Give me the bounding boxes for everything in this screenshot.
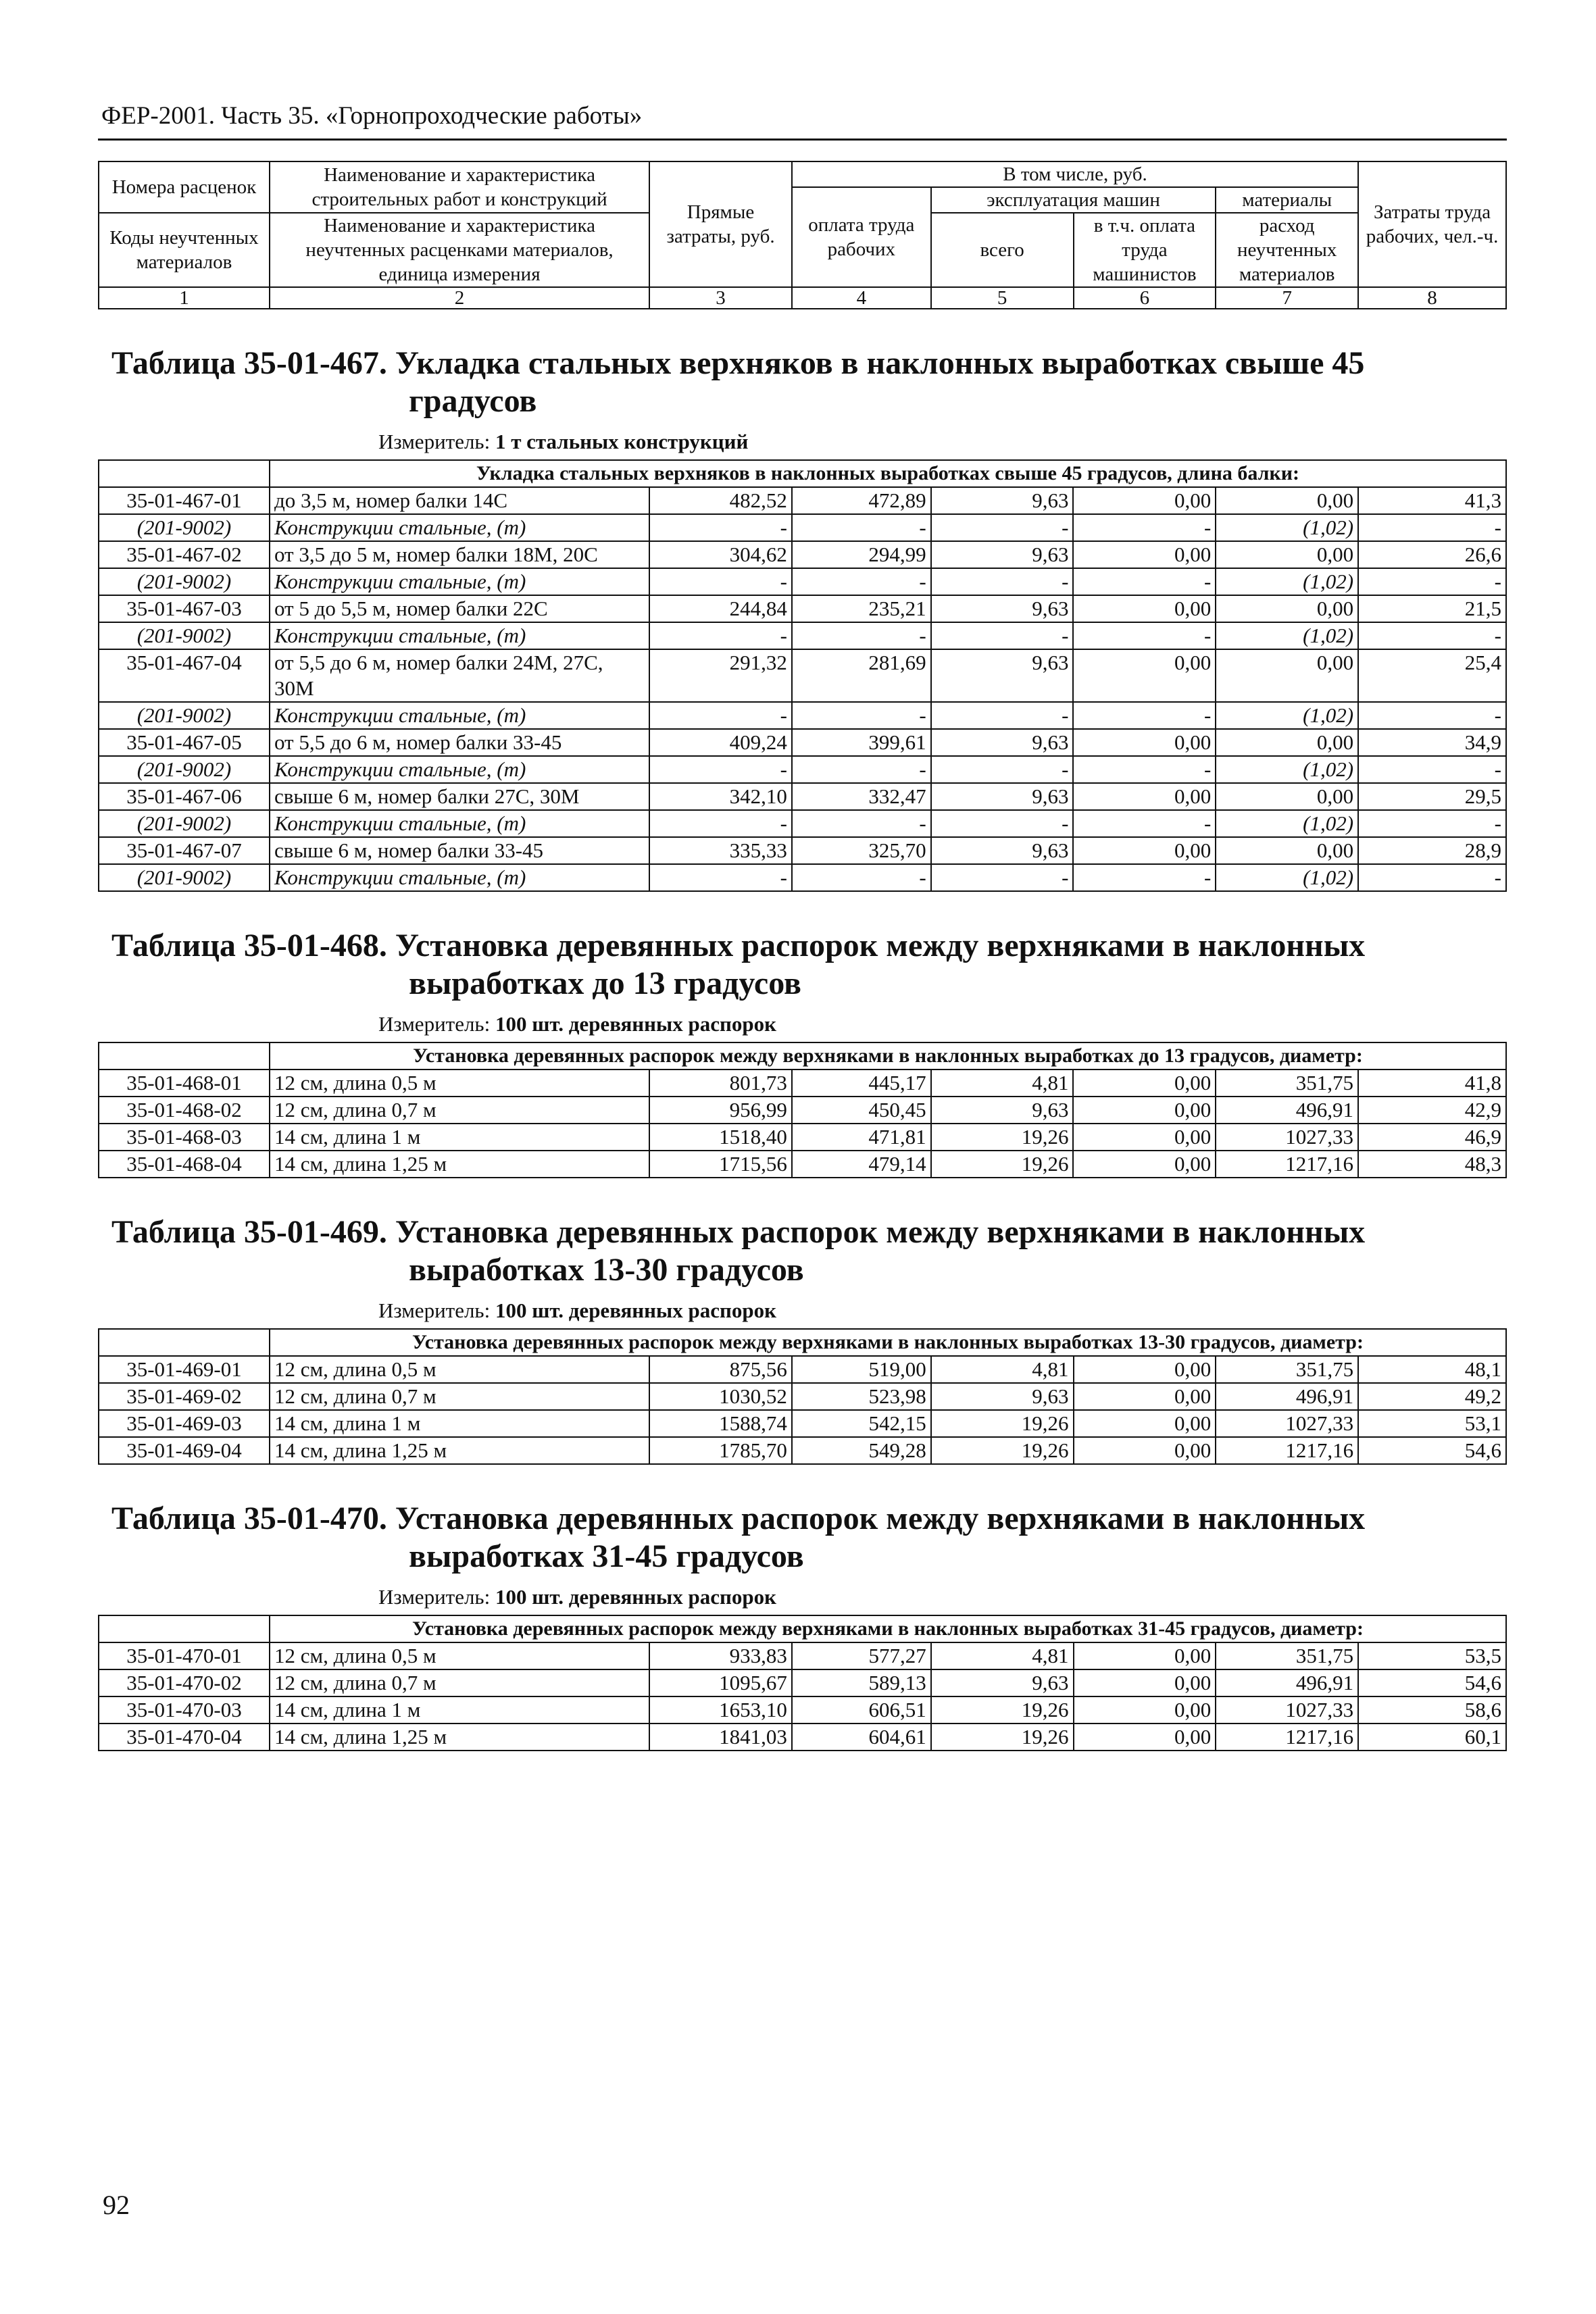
- table-row: [99, 487, 1506, 514]
- col-header-labor-hours: Затраты труда рабочих, чел.-ч.: [1358, 161, 1506, 287]
- labor-hours: 60,1: [1358, 1724, 1506, 1751]
- material-dash: -: [792, 864, 931, 891]
- material-code: (201-9002): [99, 702, 270, 729]
- rate-code: 35-01-469-04: [99, 1437, 270, 1464]
- col-number: 1: [99, 287, 270, 309]
- machinist-pay: 0,00: [1073, 1097, 1216, 1124]
- work-name: 12 см, длина 0,7 м: [270, 1097, 649, 1124]
- work-name: от 5 до 5,5 м, номер балки 22С: [270, 595, 649, 622]
- rate-code: 35-01-467-05: [99, 729, 270, 756]
- rate-code: 35-01-470-04: [99, 1724, 270, 1751]
- measure-label: Измеритель:: [378, 430, 491, 453]
- material-dash: -: [649, 702, 792, 729]
- material-cost: 351,75: [1216, 1070, 1358, 1097]
- machines-total: 19,26: [931, 1124, 1074, 1151]
- material-dash: -: [931, 514, 1074, 541]
- worker-pay: 325,70: [792, 837, 931, 864]
- worker-pay: 332,47: [792, 783, 931, 810]
- machines-total: 9,63: [931, 1669, 1074, 1696]
- material-dash: -: [792, 756, 931, 783]
- labor-hours: 48,1: [1358, 1356, 1506, 1383]
- table-row: [99, 837, 1506, 864]
- material-cost: 0,00: [1216, 541, 1358, 568]
- material-cost: 351,75: [1216, 1356, 1358, 1383]
- material-code: (201-9002): [99, 756, 270, 783]
- direct-cost: 933,83: [649, 1642, 792, 1669]
- table-title-line1: Таблица 35-01-470. Установка деревянных распорок между верхняками в наклонных: [111, 1501, 1366, 1536]
- col-number: 6: [1074, 287, 1216, 309]
- labor-hours: 41,8: [1358, 1070, 1506, 1097]
- rates-table: [98, 1615, 1507, 1751]
- machines-total: 19,26: [931, 1410, 1074, 1437]
- worker-pay: 519,00: [792, 1356, 931, 1383]
- column-number-row: [99, 287, 1506, 309]
- material-cost: 1217,16: [1216, 1151, 1358, 1178]
- machinist-pay: 0,00: [1073, 541, 1216, 568]
- machinist-pay: 0,00: [1073, 649, 1216, 702]
- rate-code: 35-01-469-03: [99, 1410, 270, 1437]
- work-name: 12 см, длина 0,7 м: [270, 1383, 649, 1410]
- labor-hours: 58,6: [1358, 1696, 1506, 1724]
- material-dash: -: [792, 568, 931, 595]
- table-title-line2: выработках до 13 градусов: [409, 965, 801, 1001]
- labor-hours: 49,2: [1358, 1383, 1506, 1410]
- machines-total: 19,26: [931, 1151, 1074, 1178]
- labor-hours: 54,6: [1358, 1669, 1506, 1696]
- material-cost: 1217,16: [1216, 1437, 1358, 1464]
- table-section: [98, 927, 1507, 1178]
- table-title-line2: выработках 13-30 градусов: [409, 1252, 804, 1288]
- table-title-line1: Таблица 35-01-469. Установка деревянных распорок между верхняками в наклонных: [111, 1214, 1366, 1250]
- col-header-material-usage: расход неучтенных материалов: [1216, 213, 1358, 287]
- rate-code: 35-01-470-03: [99, 1696, 270, 1724]
- material-dash: -: [1073, 810, 1216, 837]
- col-header-materials: материалы: [1216, 187, 1358, 213]
- table-title: [111, 1213, 1507, 1289]
- table-row: [99, 541, 1506, 568]
- material-cost: 351,75: [1216, 1642, 1358, 1669]
- work-name: 14 см, длина 1,25 м: [270, 1151, 649, 1178]
- work-name: 14 см, длина 1 м: [270, 1124, 649, 1151]
- material-row: [99, 702, 1506, 729]
- material-dash: -: [649, 514, 792, 541]
- material-dash: -: [1358, 702, 1506, 729]
- col-number: 8: [1358, 287, 1506, 309]
- material-cost: 496,91: [1216, 1669, 1358, 1696]
- material-usage: (1,02): [1216, 810, 1358, 837]
- direct-cost: 409,24: [649, 729, 792, 756]
- machinist-pay: 0,00: [1074, 1383, 1216, 1410]
- work-name: 14 см, длина 1,25 м: [270, 1724, 649, 1751]
- worker-pay: 577,27: [792, 1642, 931, 1669]
- col-header-direct-cost: Прямые затраты, руб.: [649, 161, 792, 287]
- machinist-pay: 0,00: [1073, 595, 1216, 622]
- material-dash: -: [1358, 864, 1506, 891]
- material-dash: -: [1358, 514, 1506, 541]
- worker-pay: 606,51: [792, 1696, 931, 1724]
- col-header-work-name: Наименование и характеристика строительных работ и конструкций: [270, 161, 649, 213]
- labor-hours: 29,5: [1358, 783, 1506, 810]
- col-header-machines: эксплуатация машин: [931, 187, 1216, 213]
- measure-label: Измеритель:: [378, 1299, 491, 1322]
- header-rule: [98, 139, 1507, 141]
- table-row: [99, 1383, 1506, 1410]
- direct-cost: 304,62: [649, 541, 792, 568]
- machinist-pay: 0,00: [1074, 1696, 1216, 1724]
- labor-hours: 42,9: [1358, 1097, 1506, 1124]
- col-number: 4: [792, 287, 931, 309]
- measure-label: Измеритель:: [378, 1585, 491, 1609]
- direct-cost: 1030,52: [649, 1383, 792, 1410]
- material-dash: -: [1358, 810, 1506, 837]
- machinist-pay: 0,00: [1074, 1642, 1216, 1669]
- machines-total: 19,26: [931, 1696, 1074, 1724]
- material-cost: 1027,33: [1216, 1410, 1358, 1437]
- material-usage: (1,02): [1216, 514, 1358, 541]
- material-row: [99, 568, 1506, 595]
- material-cost: 0,00: [1216, 729, 1358, 756]
- machinist-pay: 0,00: [1074, 1437, 1216, 1464]
- work-name: 14 см, длина 1,25 м: [270, 1437, 649, 1464]
- rate-code: 35-01-467-01: [99, 487, 270, 514]
- table-row: [99, 649, 1506, 702]
- rate-code: 35-01-468-02: [99, 1097, 270, 1124]
- worker-pay: 399,61: [792, 729, 931, 756]
- table-subheader: Установка деревянных распорок между верхняками в наклонных выработках до 13 градусов, диаметр:: [270, 1042, 1506, 1070]
- table-title-line2: градусов: [409, 383, 537, 419]
- col-number: 5: [931, 287, 1074, 309]
- table-title: [111, 1500, 1507, 1576]
- rate-code: 35-01-468-01: [99, 1070, 270, 1097]
- page-number: 92: [103, 2190, 130, 2220]
- measure-line: [378, 1585, 1507, 1609]
- table-subheader: Установка деревянных распорок между верхняками в наклонных выработках 13-30 градусов, диаметр:: [270, 1329, 1506, 1356]
- labor-hours: 25,4: [1358, 649, 1506, 702]
- table-row: [99, 783, 1506, 810]
- worker-pay: 589,13: [792, 1669, 931, 1696]
- material-row: [99, 864, 1506, 891]
- material-cost: 1027,33: [1216, 1124, 1358, 1151]
- machines-total: 9,63: [931, 595, 1074, 622]
- material-dash: -: [1073, 622, 1216, 649]
- machines-total: 9,63: [931, 541, 1074, 568]
- work-name: до 3,5 м, номер балки 14С: [270, 487, 649, 514]
- work-name: 12 см, длина 0,5 м: [270, 1070, 649, 1097]
- material-dash: -: [1358, 568, 1506, 595]
- machinist-pay: 0,00: [1074, 1669, 1216, 1696]
- material-dash: -: [792, 622, 931, 649]
- direct-cost: 342,10: [649, 783, 792, 810]
- table-row: [99, 1151, 1506, 1178]
- material-usage: (1,02): [1216, 756, 1358, 783]
- rate-code: 35-01-468-03: [99, 1124, 270, 1151]
- material-usage: (1,02): [1216, 568, 1358, 595]
- machinist-pay: 0,00: [1073, 729, 1216, 756]
- table-row: [99, 595, 1506, 622]
- material-dash: -: [931, 702, 1074, 729]
- rate-code: 35-01-467-06: [99, 783, 270, 810]
- material-usage: (1,02): [1216, 622, 1358, 649]
- material-dash: -: [1073, 514, 1216, 541]
- material-dash: -: [649, 810, 792, 837]
- table-section: [98, 1500, 1507, 1751]
- rate-code: 35-01-470-01: [99, 1642, 270, 1669]
- table-row: [99, 1642, 1506, 1669]
- labor-hours: 46,9: [1358, 1124, 1506, 1151]
- labor-hours: 54,6: [1358, 1437, 1506, 1464]
- machinist-pay: 0,00: [1073, 783, 1216, 810]
- labor-hours: 34,9: [1358, 729, 1506, 756]
- material-dash: -: [931, 756, 1074, 783]
- worker-pay: 542,15: [792, 1410, 931, 1437]
- rate-code: 35-01-469-01: [99, 1356, 270, 1383]
- machinist-pay: 0,00: [1073, 487, 1216, 514]
- table-subheader: Установка деревянных распорок между верхняками в наклонных выработках 31-45 градусов, диаметр:: [270, 1615, 1506, 1642]
- material-dash: -: [792, 810, 931, 837]
- labor-hours: 26,6: [1358, 541, 1506, 568]
- machines-total: 9,63: [931, 837, 1074, 864]
- material-usage: (1,02): [1216, 864, 1358, 891]
- direct-cost: 1588,74: [649, 1410, 792, 1437]
- material-dash: -: [931, 568, 1074, 595]
- material-dash: -: [1073, 864, 1216, 891]
- material-dash: -: [931, 864, 1074, 891]
- material-name: Конструкции стальные, (т): [270, 810, 649, 837]
- machines-total: 9,63: [931, 1383, 1074, 1410]
- col-number: 7: [1216, 287, 1358, 309]
- col-header-rate-number: Номера расценок: [99, 161, 270, 213]
- table-row: [99, 729, 1506, 756]
- material-code: (201-9002): [99, 622, 270, 649]
- material-cost: 496,91: [1216, 1383, 1358, 1410]
- material-name: Конструкции стальные, (т): [270, 622, 649, 649]
- col-header-machinist-pay: в т.ч. оплата труда машинистов: [1074, 213, 1216, 287]
- material-cost: 496,91: [1216, 1097, 1358, 1124]
- labor-hours: 53,5: [1358, 1642, 1506, 1669]
- machines-total: 19,26: [931, 1724, 1074, 1751]
- rate-code: 35-01-469-02: [99, 1383, 270, 1410]
- sections-container: [98, 345, 1507, 1751]
- material-code: (201-9002): [99, 864, 270, 891]
- worker-pay: 604,61: [792, 1724, 931, 1751]
- material-name: Конструкции стальные, (т): [270, 514, 649, 541]
- material-cost: 1217,16: [1216, 1724, 1358, 1751]
- material-name: Конструкции стальные, (т): [270, 756, 649, 783]
- direct-cost: 875,56: [649, 1356, 792, 1383]
- table-row: [99, 1410, 1506, 1437]
- table-subheader: Укладка стальных верхняков в наклонных выработках свыше 45 градусов, длина балки:: [270, 460, 1506, 487]
- machinist-pay: 0,00: [1074, 1724, 1216, 1751]
- material-usage: (1,02): [1216, 702, 1358, 729]
- material-dash: -: [1073, 756, 1216, 783]
- rates-table: [98, 1328, 1507, 1465]
- measure-label: Измеритель:: [378, 1012, 491, 1036]
- direct-cost: 291,32: [649, 649, 792, 702]
- table-title-line2: выработках 31-45 градусов: [409, 1538, 804, 1574]
- rate-code: 35-01-470-02: [99, 1669, 270, 1696]
- rate-code: 35-01-468-04: [99, 1151, 270, 1178]
- material-row: [99, 756, 1506, 783]
- machines-total: 4,81: [931, 1070, 1074, 1097]
- worker-pay: 294,99: [792, 541, 931, 568]
- table-section: [98, 1213, 1507, 1465]
- material-name: Конструкции стальные, (т): [270, 702, 649, 729]
- work-name: 14 см, длина 1 м: [270, 1696, 649, 1724]
- rate-code: 35-01-467-03: [99, 595, 270, 622]
- machines-total: 9,63: [931, 487, 1074, 514]
- table-row: [99, 1070, 1506, 1097]
- machinist-pay: 0,00: [1073, 1070, 1216, 1097]
- material-name: Конструкции стальные, (т): [270, 568, 649, 595]
- work-name: от 5,5 до 6 м, номер балки 33-45: [270, 729, 649, 756]
- machinist-pay: 0,00: [1073, 837, 1216, 864]
- material-row: [99, 810, 1506, 837]
- material-code: (201-9002): [99, 514, 270, 541]
- direct-cost: 1785,70: [649, 1437, 792, 1464]
- material-cost: 0,00: [1216, 595, 1358, 622]
- material-name: Конструкции стальные, (т): [270, 864, 649, 891]
- worker-pay: 471,81: [792, 1124, 931, 1151]
- work-name: свыше 6 м, номер балки 27С, 30М: [270, 783, 649, 810]
- worker-pay: 479,14: [792, 1151, 931, 1178]
- labor-hours: 28,9: [1358, 837, 1506, 864]
- work-name: от 3,5 до 5 м, номер балки 18М, 20С: [270, 541, 649, 568]
- machines-total: 4,81: [931, 1642, 1074, 1669]
- direct-cost: 244,84: [649, 595, 792, 622]
- material-dash: -: [649, 568, 792, 595]
- measure-value: 1 т стальных конструкций: [495, 430, 749, 453]
- table-section: [98, 345, 1507, 892]
- col-header-material-codes: Коды неучтенных материалов: [99, 213, 270, 287]
- table-title-line1: Таблица 35-01-467. Укладка стальных верхняков в наклонных выработках свыше 45: [111, 345, 1365, 381]
- machines-total: 4,81: [931, 1356, 1074, 1383]
- direct-cost: 1715,56: [649, 1151, 792, 1178]
- machinist-pay: 0,00: [1074, 1410, 1216, 1437]
- col-header-machines-total: всего: [931, 213, 1074, 287]
- labor-hours: 41,3: [1358, 487, 1506, 514]
- material-dash: -: [931, 622, 1074, 649]
- material-code: (201-9002): [99, 810, 270, 837]
- worker-pay: 450,45: [792, 1097, 931, 1124]
- measure-value: 100 шт. деревянных распорок: [495, 1585, 776, 1609]
- rate-code: 35-01-467-04: [99, 649, 270, 702]
- col-header-material-name: Наименование и характеристика неучтенных расценками материалов, единица измерения: [270, 213, 649, 287]
- labor-hours: 48,3: [1358, 1151, 1506, 1178]
- col-number: 2: [270, 287, 649, 309]
- rate-code: 35-01-467-07: [99, 837, 270, 864]
- direct-cost: 482,52: [649, 487, 792, 514]
- material-dash: -: [792, 514, 931, 541]
- page-header: ФЕР-2001. Часть 35. «Горнопроходческие работы»: [101, 102, 643, 130]
- machinist-pay: 0,00: [1073, 1124, 1216, 1151]
- material-dash: -: [649, 756, 792, 783]
- measure-line: [378, 430, 1507, 454]
- material-dash: -: [1073, 568, 1216, 595]
- material-dash: -: [1358, 756, 1506, 783]
- direct-cost: 1518,40: [649, 1124, 792, 1151]
- direct-cost: 335,33: [649, 837, 792, 864]
- machines-total: 9,63: [931, 1097, 1074, 1124]
- table-row: [99, 1724, 1506, 1751]
- labor-hours: 21,5: [1358, 595, 1506, 622]
- material-dash: -: [792, 702, 931, 729]
- measure-value: 100 шт. деревянных распорок: [495, 1012, 776, 1036]
- direct-cost: 801,73: [649, 1070, 792, 1097]
- material-row: [99, 514, 1506, 541]
- machinist-pay: 0,00: [1073, 1151, 1216, 1178]
- table-title: [111, 345, 1507, 420]
- material-row: [99, 622, 1506, 649]
- measure-value: 100 шт. деревянных распорок: [495, 1299, 776, 1322]
- document-body: [98, 161, 1507, 1978]
- direct-cost: 956,99: [649, 1097, 792, 1124]
- rate-code: 35-01-467-02: [99, 541, 270, 568]
- table-title-line1: Таблица 35-01-468. Установка деревянных распорок между верхняками в наклонных: [111, 928, 1366, 963]
- table-row: [99, 1437, 1506, 1464]
- worker-pay: 235,21: [792, 595, 931, 622]
- material-dash: -: [649, 864, 792, 891]
- material-dash: -: [1358, 622, 1506, 649]
- material-cost: 0,00: [1216, 649, 1358, 702]
- machines-total: 9,63: [931, 729, 1074, 756]
- col-number: 3: [649, 287, 792, 309]
- worker-pay: 523,98: [792, 1383, 931, 1410]
- col-header-including: В том числе, руб.: [792, 161, 1358, 187]
- table-title: [111, 927, 1507, 1003]
- worker-pay: 472,89: [792, 487, 931, 514]
- work-name: 12 см, длина 0,5 м: [270, 1642, 649, 1669]
- material-dash: -: [649, 622, 792, 649]
- material-cost: 0,00: [1216, 837, 1358, 864]
- measure-line: [378, 1012, 1507, 1036]
- direct-cost: 1653,10: [649, 1696, 792, 1724]
- material-cost: 0,00: [1216, 783, 1358, 810]
- worker-pay: 549,28: [792, 1437, 931, 1464]
- table-row: [99, 1097, 1506, 1124]
- material-dash: -: [1073, 702, 1216, 729]
- direct-cost: 1841,03: [649, 1724, 792, 1751]
- machines-total: 9,63: [931, 649, 1074, 702]
- direct-cost: 1095,67: [649, 1669, 792, 1696]
- column-header-table: [98, 161, 1507, 309]
- table-row: [99, 1356, 1506, 1383]
- table-row: [99, 1669, 1506, 1696]
- work-name: свыше 6 м, номер балки 33-45: [270, 837, 649, 864]
- material-code: (201-9002): [99, 568, 270, 595]
- material-cost: 0,00: [1216, 487, 1358, 514]
- rates-table: [98, 459, 1507, 892]
- rates-table: [98, 1042, 1507, 1178]
- worker-pay: 281,69: [792, 649, 931, 702]
- work-name: 14 см, длина 1 м: [270, 1410, 649, 1437]
- col-header-worker-pay: оплата труда рабочих: [792, 187, 931, 287]
- work-name: 12 см, длина 0,5 м: [270, 1356, 649, 1383]
- measure-line: [378, 1299, 1507, 1323]
- machinist-pay: 0,00: [1074, 1356, 1216, 1383]
- machines-total: 19,26: [931, 1437, 1074, 1464]
- labor-hours: 53,1: [1358, 1410, 1506, 1437]
- material-dash: -: [931, 810, 1074, 837]
- worker-pay: 445,17: [792, 1070, 931, 1097]
- table-row: [99, 1124, 1506, 1151]
- table-row: [99, 1696, 1506, 1724]
- material-cost: 1027,33: [1216, 1696, 1358, 1724]
- work-name: от 5,5 до 6 м, номер балки 24М, 27С, 30М: [270, 649, 649, 702]
- machines-total: 9,63: [931, 783, 1074, 810]
- work-name: 12 см, длина 0,7 м: [270, 1669, 649, 1696]
